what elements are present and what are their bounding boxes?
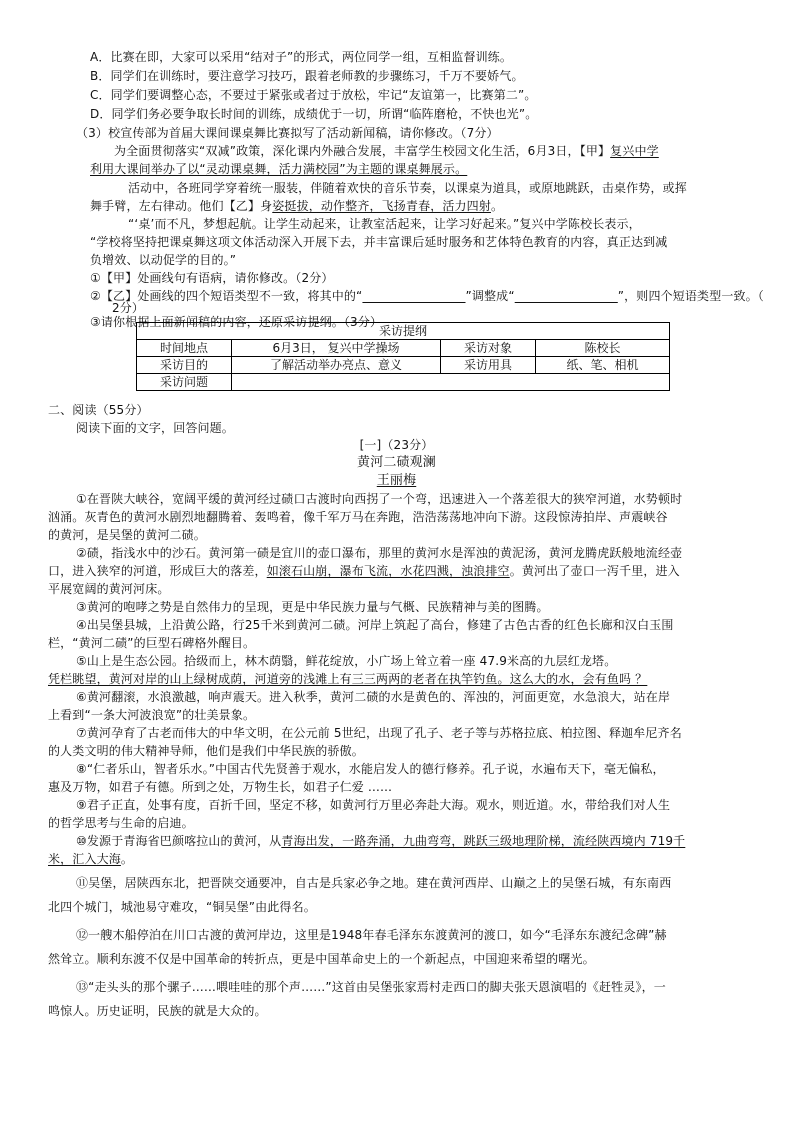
- news-paragraph-3-end: 负增效、以动促学的目的。”: [90, 253, 237, 267]
- news-paragraph-1: 为全面贯彻落实“双减”政策，深化课内外融合发展，丰富学生校园文化生活，6月3日，【甲】复兴中学: [114, 144, 659, 158]
- sub-question-2: ②【乙】处画线的四个短语类型不一致，将其中的“ ”调整成“ ”，则四个短语类型一致。（: [90, 289, 764, 303]
- news-paragraph-2-cont: 舞手臂，左右律动。他们【乙】身姿挺拔，动作整齐，飞扬青春，活力四射。: [90, 199, 504, 213]
- table-row: [137, 374, 670, 391]
- news-paragraph-1-cont: 利用大课间举办了以“灵动课桌舞，活力满校园”为主题的课桌舞展示。: [90, 162, 468, 176]
- table-cell: 时间地点: [137, 340, 232, 357]
- table-title: 采访提纲: [137, 323, 670, 340]
- article-paragraph-10: ⑩发源于青海省巴颜喀拉山的黄河，从青海出发，一路奔涌，九曲弯弯，跳跃三级地理阶梯，流经陕西境内 719千: [76, 834, 686, 848]
- article-paragraph-5: ⑤山上是生态公园。拾级而上，林木荫翳，鲜花绽放，小广场上耸立着一座 47.9米高的九层红龙塔。: [76, 654, 617, 668]
- section-instruction: 阅读下面的文字，回答问题。: [76, 421, 234, 435]
- article-title: 黄河二碛观澜: [357, 455, 436, 470]
- option-b: B．同学们在训练时，要注意学习技巧，跟着老师教的步骤练习，千万不要娇气。: [90, 69, 524, 83]
- article-paragraph-2-cont: 口，进入狭窄的河道，形成巨大的落差，如滚石山崩，瀑布飞流，水花四溅，浊浪排空。黄河出了壶口一泻千里，进入: [48, 564, 680, 578]
- table-cell: 采访对象: [441, 340, 536, 357]
- article-paragraph-9-cont: 的哲学思考与生命的启迪。: [48, 816, 194, 830]
- sub-question-1: ①【甲】处画线句有语病，请你修改。（2分）: [90, 271, 334, 285]
- table-cell: 纸、笔、相机: [536, 357, 670, 374]
- article-paragraph-1-cont: 汹涌。灰青色的黄河水剧烈地翻腾着、轰鸣着，像千军万马在奔跑，浩浩荡荡地冲向下游。这段惊涛拍岸、声震峡谷: [48, 510, 668, 524]
- article-paragraph-8: ⑧“仁者乐山，智者乐水。”中国古代先贤善于观水，水能启发人的德行修养。孔子说，水遍布天下，毫无偏私，: [76, 762, 665, 776]
- article-paragraph-2-end: 平展宽阔的黄河河床。: [48, 582, 170, 596]
- article-author: 王丽梅: [376, 473, 417, 488]
- part-label: [一]（23分）: [359, 438, 434, 452]
- question-3-stem: （3）校宣传部为首届大课间课桌舞比赛拟写了活动新闻稿，请你修改。（7分）: [76, 126, 499, 140]
- table-row: [137, 340, 670, 357]
- article-paragraph-8-cont: 惠及万物，如君子有德。所到之处，万物生长，如君子仁爱 ……: [48, 780, 393, 794]
- article-paragraph-9: ⑨君子正直，处事有度，百折千回，坚定不移，如黄河行万里必奔赴大海。观水，则近道。水，带给我们对人生: [76, 798, 671, 812]
- article-paragraph-11-cont: 北四个城门，城池易守难攻，“铜吴堡”由此得名。: [48, 900, 316, 914]
- answer-blank-1[interactable]: [362, 289, 465, 303]
- article-paragraph-6: ⑥黄河翻滚，水浪激越，响声震天。进入秋季，黄河二碛的水是黄色的、浑浊的，河面更宽，水急浪大，站在岸: [76, 690, 671, 704]
- article-paragraph-4-cont: 栏，“黄河二碛”的巨型石碑格外醒目。: [48, 636, 256, 650]
- sub-question-3-text: ③请你根据上面新闻稿的内容，还原采访提纲。（3分）: [90, 315, 383, 329]
- article-paragraph-1-end: 的黄河，是吴堡的黄河二碛。: [48, 528, 206, 542]
- article-paragraph-1: ①在晋陕大峡谷，宽阔平缓的黄河经过碛口古渡时向西拐了一个弯，迅速进入一个落差很大的狭窄河道，水势顿时: [76, 492, 683, 506]
- article-paragraph-13: ⑬“走头头的那个骡子……喂哇哇的那个声……”这首由吴堡张家焉村走西口的脚夫张天恩演唱的《赶牲灵》，一: [76, 980, 666, 994]
- article-paragraph-6-cont: 上看到“一条大河波浪宽”的壮美景象。: [48, 708, 256, 722]
- article-paragraph-2: ②碛，指浅水中的沙石。黄河第一碛是宜川的壶口瀑布，那里的黄河水是浑浊的黄泥汤，黄河龙腾虎跃般地流经壶: [76, 546, 683, 560]
- news-paragraph-3: “‘桌’而不凡，梦想起航。让学生动起来，让教室活起来，让学习好起来。”复兴中学陈校长表示，: [128, 217, 641, 231]
- option-a: A．比赛在即，大家可以采用“结对子”的形式，两位同学一组，互相监督训练。: [90, 50, 513, 64]
- article-paragraph-3: ③黄河的咆哮之势是自然伟力的呈现，更是中华民族力量与气概、民族精神与美的图腾。: [76, 600, 549, 614]
- article-paragraph-10-cont: 米，汇入大海。: [48, 852, 134, 866]
- news-paragraph-3-cont: “学校将坚持把课桌舞这项文体活动深入开展下去，并丰富课后延时服务和艺体特色教育的内容，真正达到减: [90, 235, 668, 249]
- news-paragraph-2: 活动中，各班同学穿着统一服装，伴随着欢快的音乐节奏，以课桌为道具，或原地跳跃，击桌作势，或挥: [128, 181, 687, 195]
- answer-cell[interactable]: [232, 374, 670, 391]
- table-cell: 了解活动举办亮点、意义: [232, 357, 441, 374]
- table-cell: 6月3日， 复兴中学操场: [232, 340, 441, 357]
- article-paragraph-12-cont: 然耸立。顺利东渡不仅是中国革命的转折点，更是中国革命史上的一个新起点，中国迎来希望的曙光。: [48, 952, 595, 966]
- article-paragraph-4: ④出吴堡县城，上沿黄公路，行25千米到黄河二碛。河岸上筑起了高台，修建了古色古香的红色长廊和汉白玉围: [76, 618, 674, 632]
- table-cell: 采访问题: [137, 374, 232, 391]
- sub-question-2-score: 2分）: [112, 301, 145, 315]
- table-cell: 采访目的: [137, 357, 232, 374]
- option-d: D．同学们务必要争取长时间的训练，成绩优于一切，所谓“临阵磨枪，不快也光”。: [90, 107, 538, 121]
- article-paragraph-12: ⑫一艘木船停泊在川口古渡的黄河岸边，这里是1948年春毛泽东东渡黄河的渡口，如今“毛泽东东渡纪念碑”赫: [76, 928, 667, 942]
- article-paragraph-7: ⑦黄河孕育了古老而伟大的中华文明，在公元前 5世纪，出现了孔子、老子等与苏格拉底、柏拉图、释迦牟尼齐名: [76, 726, 682, 740]
- article-paragraph-7-cont: 的人类文明的伟大精神导师，他们是我们中华民族的骄傲。: [48, 744, 364, 758]
- answer-blank-2[interactable]: [515, 289, 618, 303]
- table-row: [137, 357, 670, 374]
- article-paragraph-11: ⑪吴堡，居陕西东北，把晋陕交通要冲，自古是兵家必争之地。建在黄河西岸、山巅之上的吴堡石城，有东南西: [76, 876, 672, 890]
- table-cell: 陈校长: [536, 340, 670, 357]
- table-cell: 采访用具: [441, 357, 536, 374]
- section-heading: 二、阅读（55分）: [48, 403, 149, 417]
- article-paragraph-13-cont: 鸣惊人。历史证明，民族的就是大众的。: [48, 1004, 267, 1018]
- article-paragraph-5-cont: 凭栏眺望，黄河对岸的山上绿树成荫，河道旁的浅滩上有三三两两的老者在执竿钓鱼。这么大的水，会有鱼吗 ？: [48, 672, 648, 686]
- interview-outline-table: [136, 322, 670, 391]
- option-c: C．同学们要调整心态，不要过于紧张或者过于放松，牢记“友谊第一，比赛第二”。: [90, 88, 537, 102]
